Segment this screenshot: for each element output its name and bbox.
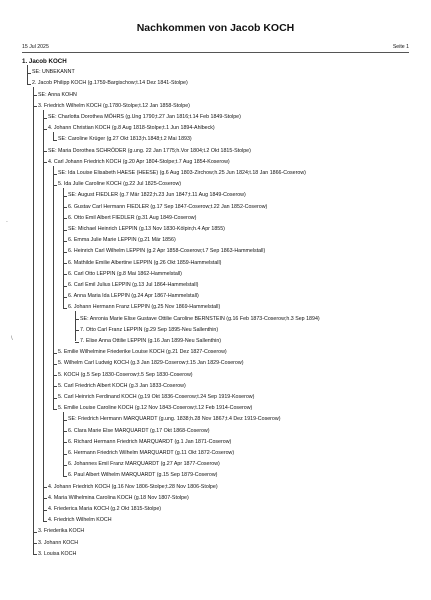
spouse-entry: SE: Anronia Marie Elise Gustave Ottilie Caroline BERNSTEIN (g.16 Feb 1873-Coserow;h.3 Sep 1894) [80,315,320,322]
person-entry: 4. Friedrich Wilhelm KOCH [48,517,112,524]
spouse-entry: SE: Caroline Krüger (g.27 Okt 1813;h.1848;t.2 Mai 1893) [58,136,192,143]
tree-branch-line [63,188,64,308]
person-entry: 6. Clara Marie Else MARQUARDT (g.17 Okt 1868-Coserow) [68,427,210,434]
tree-branch-line [53,166,54,409]
tree-branch-line [43,110,44,521]
person-entry: 7. Elise Anna Ottilie LEPPIN (g.16 Jan 1899-Neu Sallenthin) [80,338,222,344]
person-entry: 4. Friederica Maria KOCH (g.2 Okt 1815-Stolpe) [48,506,162,512]
tree-connector [63,308,67,309]
person-entry: 5. Ida Julie Caroline KOCH (g.22 Jul 1825-Coserow) [58,181,182,188]
page-title: Nachkommen von Jacob KOCH [136,22,295,34]
person-entry: 6. Johann Hermann Franz LEPPIN (g.25 Nov 1869-Hammelstall) [68,304,221,311]
spouse-entry: SE: August FIEDLER (g.7 Mär 1822;h.23 Jun 1847;t.11 Aug 1849-Coserow) [68,192,246,199]
spouse-entry: SE: Anna KOHN [38,91,77,98]
margin-mark: \ [11,336,13,342]
person-entry: 5. Carl Friedrich Albert KOCH (g.3 Jan 1833-Coserow) [58,382,186,389]
person-entry: 6. Emma Julie Marie LEPPIN (g.21 Mär 1856) [68,237,176,244]
tree-connector [33,554,37,555]
person-entry: 5. Wilhelm Carl Ludwig KOCH (g.3 Jan 1829-Coserow;t.15 Jan 1829-Coserow) [58,360,244,367]
person-entry: 4. Carl Johann Friedrich KOCH (g.20 Apr 1804-Stolpe;t.7 Aug 1854-Koserow) [48,158,230,165]
tree-connector [27,84,31,85]
spouse-entry: SE: Michael Heinrich LEPPIN (g.13 Nov 1830-Kölpin;h.4 Apr 1855) [68,226,225,232]
person-entry: 6. Carl Emil Julius LEPPIN (g.13 Jul 1864-Hammelstall) [68,282,199,288]
page-number: Seite 1 [392,44,409,50]
person-entry: 6. Carl Otto LEPPIN (g.8 Mai 1862-Hammelstall) [68,270,182,277]
person-entry: 5. KOCH (g.5 Sep 1830-Coserow;t.5 Sep 1830-Coserow) [58,371,193,378]
person-entry: 6. Anna Maria Ida LEPPIN (g.24 Apr 1867-Hammelstall) [68,293,199,300]
person-entry: 4. Johann Friedrich KOCH (g.16 Nov 1806-Stolpe;t.28 Nov 1806-Stolpe) [48,483,218,490]
tree-connector [53,409,57,410]
spouse-entry: SE: Ida Louise Elisabeth HAESE (HEESE) (g.6 Aug 1803-Zirchow;h.25 Jun 1824;t.18 Jan 1866-Coserow) [58,170,306,176]
tree-branch-line [63,412,64,476]
spouse-entry: SE: Maria Dorothea SCHRÖDER (g.ung. 22 Jan 1775;h.Vor 1804;t.2 Okt 1815-Stolpe) [48,147,251,154]
person-entry: 6. Johannes Emil Franz MARQUARDT (g.27 Apr 1877-Coserow) [68,461,220,468]
person-entry: 6. Otto Emil Albert FIEDLER (g.31 Aug 1849-Coserow) [68,214,197,221]
person-entry: 5. Carl Heinrich Ferdinand KOCH (g.19 Okt 1836-Coserow;t.24 Sep 1919-Koserow) [58,394,255,400]
person-entry: 5. Emilie Louise Caroline KOCH (g.12 Nov 1843-Coserow;t.12 Feb 1914-Coserow) [58,405,253,412]
tree-connector [43,521,47,522]
person-entry: 3. Johann KOCH [38,539,79,546]
person-entry: 6. Gustav Carl Hermann FIEDLER (g.17 Sep 1847-Coserow;t.22 Jan 1852-Coserow) [68,203,268,210]
tree-branch-line [75,311,76,341]
person-entry: 5. Emilie Wilhelmine Friederike Louise KOCH (g.21 Dez 1827-Coserow) [58,349,227,356]
tree-branch-line [33,87,34,554]
person-entry: 6. Paul Albert Wilhelm MARQUARDT (g.15 Sep 1879-Coserow) [68,472,218,479]
person-entry: 3. Friedrich Wilhelm KOCH (g.1780-Stolpe;t.12 Jan 1858-Stolpe) [38,102,190,109]
person-entry: 4. Maria Wilhelmina Carolina KOCH (g.18 Nov 1807-Stolpe) [48,494,189,501]
report-date: 15 Jul 2025 [22,44,49,50]
tree-connector [75,342,79,343]
root-person: 1. Jacob KOCH [22,58,67,65]
tree-connector [63,476,67,477]
spouse-entry: SE: Charlotta Dorothea MÖHRS (g.Ung 1790;t.27 Jan 1816;t.14 Feb 1849-Stolpe) [48,114,241,120]
spouse-entry: SE: Friedrich Hermann MARQUARDT (g.ung. 1838;h.28 Nov 1867;t.4 Dez 1919-Coserow) [68,416,281,423]
person-entry: 6. Hermann Friedrich Wilhelm MARQUARDT (g.11 Okt 1872-Coserow) [68,450,235,456]
tree-connector [53,140,57,141]
spouse-entry: SE: UNBEKANNT [32,69,75,76]
tree-branch-line [27,65,28,84]
tree-branch-line [53,132,54,140]
person-entry: 6. Heinrich Carl Wilhelm LEPPIN (g.2 Apr 1858-Coserow;t.7 Sep 1863-Hammelstall) [68,248,266,255]
person-entry: 6. Mathilde Emilie Albertine LEPPIN (g.26 Okt 1859-Hammelstall) [68,259,222,266]
person-entry: 3. Louisa KOCH [38,550,77,557]
margin-mark: ` [6,222,8,228]
person-entry: 2. Jacob Philipp KOCH (g.1759-Bargischow;t.14 Dez 1841-Stolpe) [32,80,188,87]
person-entry: 6. Richard Hermann Friedrich MARQUARDT (g.1 Jan 1871-Coserow) [68,438,232,445]
person-entry: 3. Friederika KOCH [38,528,85,535]
person-entry: 4. Johann Christian KOCH (g.8 Aug 1818-Stolpe;t.1 Jun 1894-Ahlbeck) [48,125,215,132]
person-entry: 7. Otto Carl Franz LEPPIN (g.29 Sep 1895-Neu Sallenthin) [80,326,219,333]
